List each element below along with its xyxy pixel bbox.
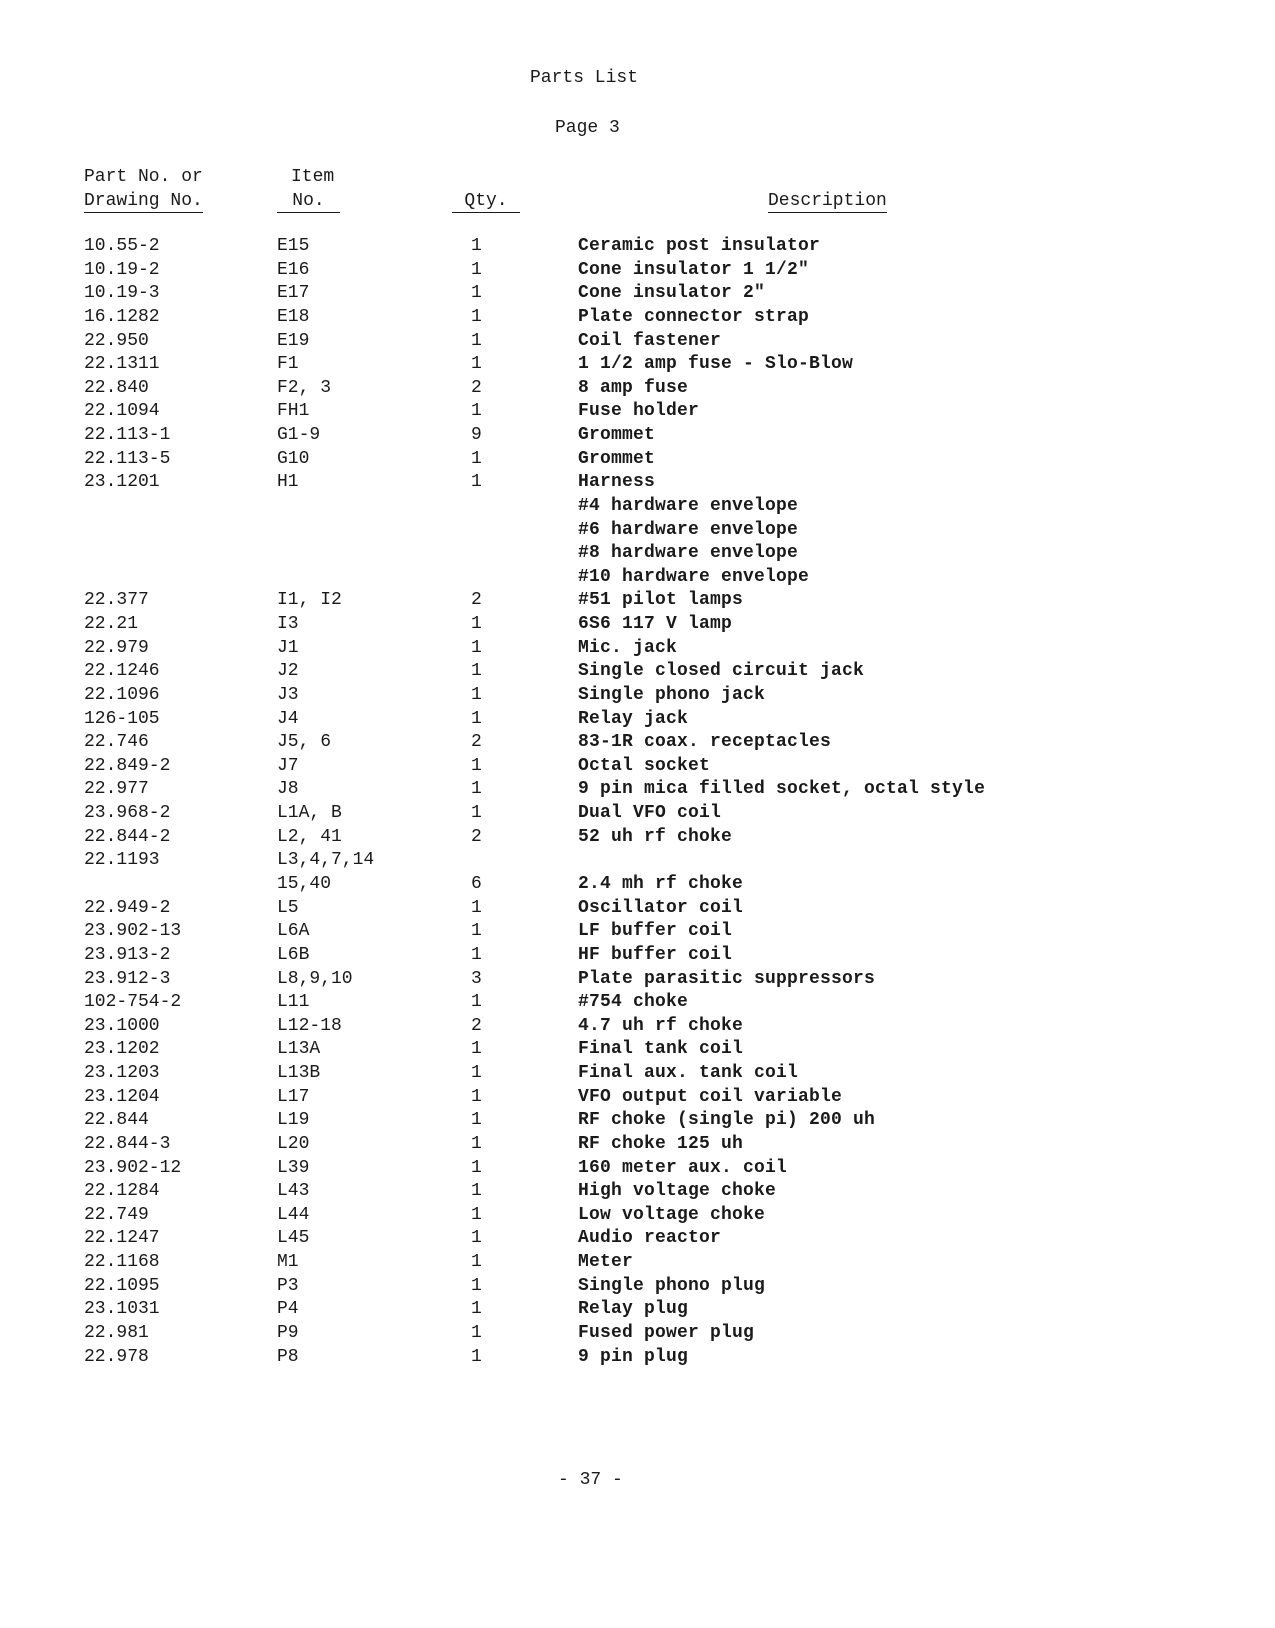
quantity: 1 xyxy=(471,354,482,375)
table-row xyxy=(0,919,1275,943)
part-number: 23.1202 xyxy=(84,1039,160,1060)
table-row xyxy=(0,518,1275,542)
description: Final tank coil xyxy=(578,1039,744,1060)
item-number: E16 xyxy=(277,259,310,280)
item-number: L17 xyxy=(277,1086,310,1107)
item-number: J2 xyxy=(277,661,299,682)
page-number: - 37 - xyxy=(558,1470,623,1490)
quantity: 1 xyxy=(471,1346,482,1367)
table-row xyxy=(0,1274,1275,1298)
part-number: 22.1168 xyxy=(84,1252,160,1273)
item-number: J8 xyxy=(277,779,299,800)
header-part-line2: Drawing No. xyxy=(84,191,203,211)
header-item-line2: No. xyxy=(277,191,340,213)
table-row xyxy=(0,258,1275,282)
table-row xyxy=(0,636,1275,660)
description: 160 meter aux. coil xyxy=(578,1157,788,1178)
item-number: L45 xyxy=(277,1228,310,1249)
table-row xyxy=(0,1179,1275,1203)
item-number: L43 xyxy=(277,1181,310,1202)
table-row xyxy=(0,541,1275,565)
page-label: Page 3 xyxy=(555,118,620,138)
table-row xyxy=(0,565,1275,589)
item-number: L44 xyxy=(277,1204,310,1225)
part-number: 22.844 xyxy=(84,1110,149,1131)
table-row xyxy=(0,730,1275,754)
quantity: 1 xyxy=(471,472,482,493)
part-number: 22.1095 xyxy=(84,1275,160,1296)
quantity: 1 xyxy=(471,779,482,800)
table-row xyxy=(0,1321,1275,1345)
item-number: L6B xyxy=(277,944,310,965)
quantity: 1 xyxy=(471,921,482,942)
quantity: 1 xyxy=(471,803,482,824)
table-row xyxy=(0,825,1275,849)
description: High voltage choke xyxy=(578,1181,777,1202)
description: 9 pin plug xyxy=(578,1346,689,1367)
quantity: 1 xyxy=(471,1275,482,1296)
description: Single phono plug xyxy=(578,1275,766,1296)
description: 1 1/2 amp fuse - Slo-Blow xyxy=(578,354,854,375)
item-number: J4 xyxy=(277,708,299,729)
description: Grommet xyxy=(578,425,656,446)
item-number: G1-9 xyxy=(277,425,321,446)
quantity: 1 xyxy=(471,661,482,682)
quantity: 1 xyxy=(471,448,482,469)
description: 4.7 uh rf choke xyxy=(578,1015,744,1036)
table-row xyxy=(0,1345,1275,1369)
table-row xyxy=(0,1108,1275,1132)
part-number: 23.1201 xyxy=(84,472,160,493)
description: RF choke (single pi) 200 uh xyxy=(578,1110,876,1131)
quantity: 1 xyxy=(471,1039,482,1060)
quantity: 9 xyxy=(471,425,482,446)
part-number: 22.949-2 xyxy=(84,897,171,918)
part-number: 22.1094 xyxy=(84,401,160,422)
item-number: M1 xyxy=(277,1252,299,1273)
item-number: L5 xyxy=(277,897,299,918)
quantity: 2 xyxy=(471,732,482,753)
part-number: 23.1000 xyxy=(84,1015,160,1036)
quantity: 1 xyxy=(471,236,482,256)
description: HF buffer coil xyxy=(578,944,733,965)
part-number: 22.978 xyxy=(84,1346,149,1367)
quantity: 1 xyxy=(471,637,482,658)
part-number: 22.1247 xyxy=(84,1228,160,1249)
description: Audio reactor xyxy=(578,1228,722,1249)
table-row xyxy=(0,1037,1275,1061)
part-number: 23.968-2 xyxy=(84,803,171,824)
item-number: E15 xyxy=(277,236,310,256)
description: Single closed circuit jack xyxy=(578,661,865,682)
description: Plate parasitic suppressors xyxy=(578,968,876,989)
quantity: 1 xyxy=(471,1133,482,1154)
part-number: 22.1096 xyxy=(84,684,160,705)
quantity: 3 xyxy=(471,968,482,989)
table-row xyxy=(0,305,1275,329)
part-number: 10.55-2 xyxy=(84,236,160,256)
table-row xyxy=(0,1085,1275,1109)
item-number: L13B xyxy=(277,1063,321,1084)
table-row xyxy=(0,494,1275,518)
quantity: 1 xyxy=(471,684,482,705)
item-number: L1A, B xyxy=(277,803,342,824)
description: Cone insulator 1 1/2" xyxy=(578,259,810,280)
quantity: 1 xyxy=(471,708,482,729)
part-number: 22.1311 xyxy=(84,354,160,375)
quantity: 1 xyxy=(471,1299,482,1320)
quantity: 2 xyxy=(471,590,482,611)
table-row xyxy=(0,1061,1275,1085)
table-row xyxy=(0,777,1275,801)
item-number: E17 xyxy=(277,283,310,304)
part-number: 22.377 xyxy=(84,590,149,611)
part-number: 23.1031 xyxy=(84,1299,160,1320)
description: Mic. jack xyxy=(578,637,678,658)
table-row xyxy=(0,1250,1275,1274)
description: #754 choke xyxy=(578,992,689,1013)
table-row xyxy=(0,707,1275,731)
description: Fuse holder xyxy=(578,401,700,422)
part-number: 102-754-2 xyxy=(84,992,182,1013)
table-row xyxy=(0,943,1275,967)
description: LF buffer coil xyxy=(578,921,733,942)
quantity: 1 xyxy=(471,897,482,918)
table-row xyxy=(0,1156,1275,1180)
part-number: 22.844-3 xyxy=(84,1133,171,1154)
document-title: Parts List xyxy=(530,68,639,88)
quantity: 1 xyxy=(471,1181,482,1202)
item-number: G10 xyxy=(277,448,310,469)
item-number: J7 xyxy=(277,755,299,776)
item-number: J1 xyxy=(277,637,299,658)
item-number: I1, I2 xyxy=(277,590,342,611)
quantity: 1 xyxy=(471,401,482,422)
item-number: P4 xyxy=(277,1299,299,1320)
item-number: L12-18 xyxy=(277,1015,342,1036)
part-number: 23.902-12 xyxy=(84,1157,182,1178)
description: Ceramic post insulator xyxy=(578,236,821,256)
description: 9 pin mica filled socket, octal style xyxy=(578,779,986,800)
description: Final aux. tank coil xyxy=(578,1063,799,1084)
quantity: 1 xyxy=(471,259,482,280)
part-number: 22.849-2 xyxy=(84,755,171,776)
quantity: 1 xyxy=(471,1063,482,1084)
part-number: 22.1246 xyxy=(84,661,160,682)
quantity: 1 xyxy=(471,1204,482,1225)
table-row xyxy=(0,848,1275,872)
description: Dual VFO coil xyxy=(578,803,722,824)
table-row xyxy=(0,399,1275,423)
table-row xyxy=(0,990,1275,1014)
part-number: 22.950 xyxy=(84,330,149,351)
item-number: P9 xyxy=(277,1322,299,1343)
table-row xyxy=(0,967,1275,991)
header-part-line1: Part No. or xyxy=(84,167,203,187)
quantity: 6 xyxy=(471,874,482,894)
quantity: 2 xyxy=(471,377,482,398)
table-row xyxy=(0,470,1275,494)
table-row xyxy=(0,612,1275,636)
table-row xyxy=(0,1203,1275,1227)
item-number: E19 xyxy=(277,330,310,351)
quantity: 1 xyxy=(471,1110,482,1131)
table-row xyxy=(0,659,1275,683)
description: Fused power plug xyxy=(578,1322,755,1343)
description: Oscillator coil xyxy=(578,897,744,918)
quantity: 1 xyxy=(471,1228,482,1249)
quantity: 1 xyxy=(471,992,482,1013)
item-number: L19 xyxy=(277,1110,310,1131)
table-row xyxy=(0,872,1275,896)
description: Low voltage choke xyxy=(578,1204,766,1225)
table-row xyxy=(0,1226,1275,1250)
item-number: H1 xyxy=(277,472,299,493)
item-number: L20 xyxy=(277,1133,310,1154)
item-number: L2, 41 xyxy=(277,826,342,847)
description: 6S6 117 V lamp xyxy=(578,614,733,635)
item-number: 15,40 xyxy=(277,874,332,894)
header-description: Description xyxy=(768,191,887,211)
description: 52 uh rf choke xyxy=(578,826,733,847)
description: Octal socket xyxy=(578,755,711,776)
table-row xyxy=(0,801,1275,825)
part-number: 22.840 xyxy=(84,377,149,398)
part-number: 22.746 xyxy=(84,732,149,753)
table-row xyxy=(0,423,1275,447)
table-row xyxy=(0,588,1275,612)
quantity: 1 xyxy=(471,944,482,965)
description: #8 hardware envelope xyxy=(578,543,799,564)
quantity: 1 xyxy=(471,330,482,351)
description: Cone insulator 2" xyxy=(578,283,766,304)
description: VFO output coil variable xyxy=(578,1086,843,1107)
part-number: 22.21 xyxy=(84,614,139,635)
description: Relay jack xyxy=(578,708,689,729)
part-number: 10.19-2 xyxy=(84,259,160,280)
quantity: 1 xyxy=(471,283,482,304)
item-number: L11 xyxy=(277,992,310,1013)
quantity: 2 xyxy=(471,1015,482,1036)
table-row xyxy=(0,1014,1275,1038)
description: 2.4 mh rf choke xyxy=(578,874,744,894)
item-number: F1 xyxy=(277,354,299,375)
table-row xyxy=(0,1297,1275,1321)
part-number: 22.113-1 xyxy=(84,425,171,446)
table-row xyxy=(0,329,1275,353)
table-row xyxy=(0,234,1275,258)
table-row xyxy=(0,896,1275,920)
item-number: L39 xyxy=(277,1157,310,1178)
description: #4 hardware envelope xyxy=(578,495,799,516)
table-row xyxy=(0,352,1275,376)
description: Coil fastener xyxy=(578,330,722,351)
part-number: 126-105 xyxy=(84,708,160,729)
part-number: 10.19-3 xyxy=(84,283,160,304)
description: #51 pilot lamps xyxy=(578,590,744,611)
item-number: L6A xyxy=(277,921,310,942)
part-number: 22.979 xyxy=(84,637,149,658)
part-number: 23.902-13 xyxy=(84,921,182,942)
item-number: L8,9,10 xyxy=(277,968,353,989)
part-number: 23.1203 xyxy=(84,1063,160,1084)
description: Plate connector strap xyxy=(578,306,810,327)
part-number: 22.113-5 xyxy=(84,448,171,469)
quantity: 1 xyxy=(471,755,482,776)
part-number: 22.977 xyxy=(84,779,149,800)
quantity: 1 xyxy=(471,614,482,635)
table-row xyxy=(0,754,1275,778)
quantity: 1 xyxy=(471,1086,482,1107)
item-number: J3 xyxy=(277,684,299,705)
description: Grommet xyxy=(578,448,656,469)
table-row xyxy=(0,376,1275,400)
item-number: E18 xyxy=(277,306,310,327)
description: Relay plug xyxy=(578,1299,689,1320)
part-number: 22.844-2 xyxy=(84,826,171,847)
part-number: 22.981 xyxy=(84,1322,149,1343)
quantity: 1 xyxy=(471,1157,482,1178)
table-row xyxy=(0,1132,1275,1156)
item-number: FH1 xyxy=(277,401,310,422)
description: Harness xyxy=(578,472,656,493)
description: 8 amp fuse xyxy=(578,377,689,398)
table-row xyxy=(0,281,1275,305)
description: Single phono jack xyxy=(578,684,766,705)
item-number: I3 xyxy=(277,614,299,635)
table-row xyxy=(0,683,1275,707)
description: Meter xyxy=(578,1252,634,1273)
header-item-line1: Item xyxy=(291,167,335,187)
description: RF choke 125 uh xyxy=(578,1133,744,1154)
item-number: P8 xyxy=(277,1346,299,1367)
part-number: 16.1282 xyxy=(84,306,160,327)
description: 83-1R coax. receptacles xyxy=(578,732,832,753)
quantity: 1 xyxy=(471,1322,482,1343)
description: #10 hardware envelope xyxy=(578,566,810,587)
part-number: 23.912-3 xyxy=(84,968,171,989)
part-number: 23.1204 xyxy=(84,1086,160,1107)
quantity: 1 xyxy=(471,306,482,327)
item-number: P3 xyxy=(277,1275,299,1296)
item-number: F2, 3 xyxy=(277,377,332,398)
part-number: 22.1193 xyxy=(84,850,160,871)
item-number: J5, 6 xyxy=(277,732,332,753)
description: #6 hardware envelope xyxy=(578,519,799,540)
part-number: 23.913-2 xyxy=(84,944,171,965)
item-number: L3,4,7,14 xyxy=(277,850,375,871)
part-number: 22.1284 xyxy=(84,1181,160,1202)
header-qty: Qty. xyxy=(452,191,520,213)
part-number: 22.749 xyxy=(84,1204,149,1225)
quantity: 2 xyxy=(471,826,482,847)
item-number: L13A xyxy=(277,1039,321,1060)
table-row xyxy=(0,447,1275,471)
quantity: 1 xyxy=(471,1252,482,1273)
